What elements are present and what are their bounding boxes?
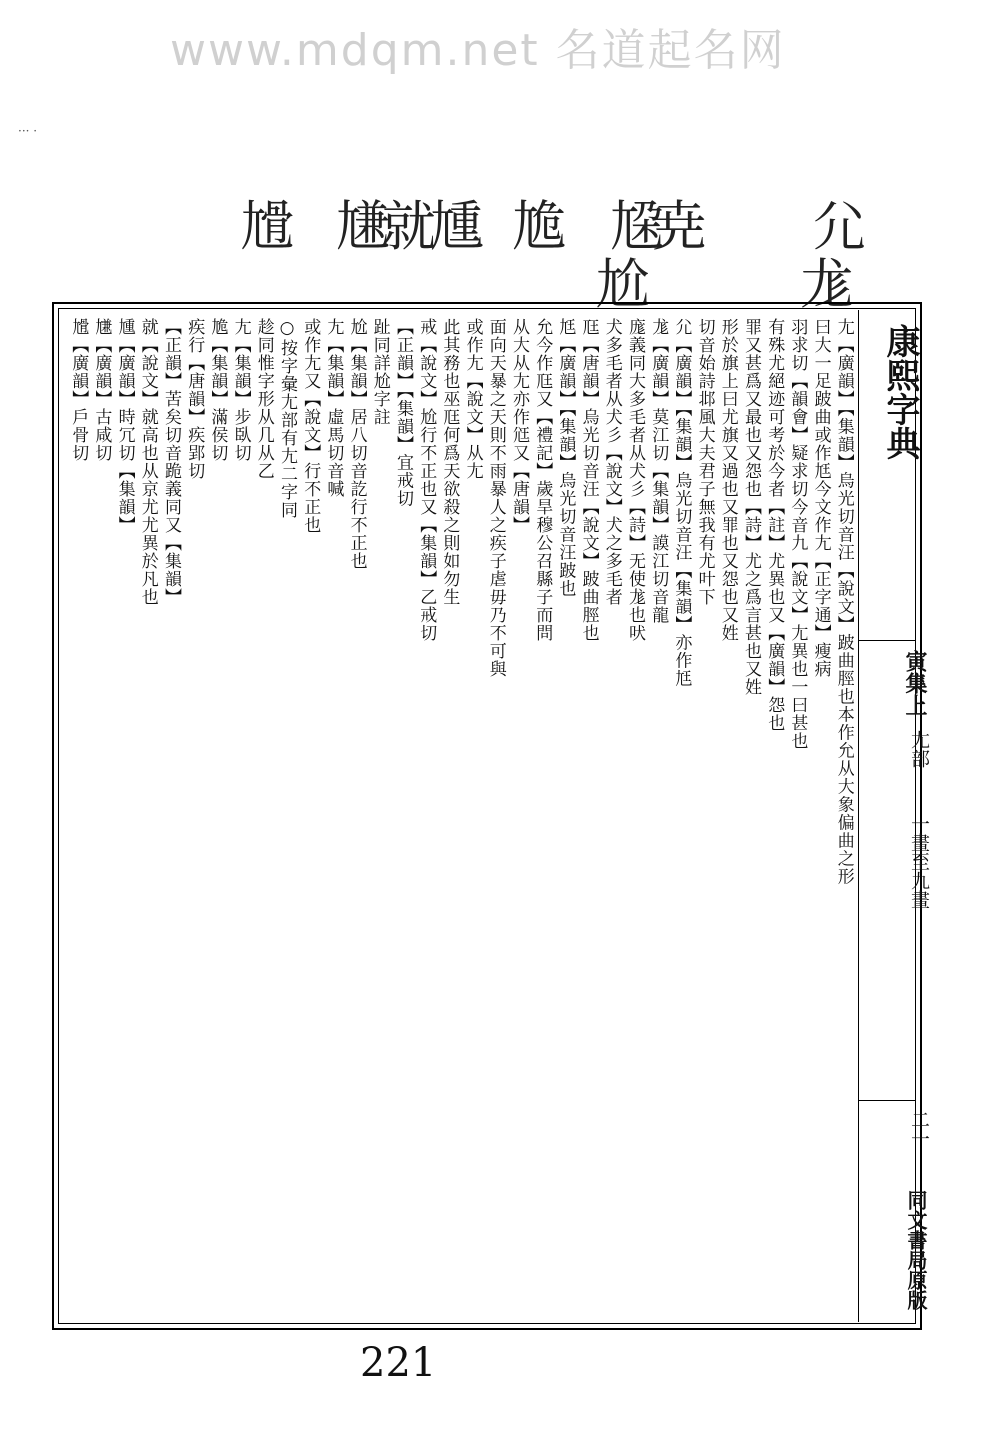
text-column: 就【說文】就高也从京尤尤異於凡也 [137, 318, 158, 606]
text-column: 尪【廣韻】【集韻】烏光切音汪跛也 [555, 318, 576, 598]
text-column: 尳【廣韻】戶骨切 [68, 318, 89, 462]
text-column: 尨【廣韻】莫江切【集韻】謨江切音龍 [648, 318, 669, 624]
seal-char: 尳 [240, 195, 294, 258]
publisher-label: 同文書局原版 [904, 1190, 928, 1310]
text-column: 尣【廣韻】【集韻】烏光切音汪【集韻】亦作尪 [671, 318, 692, 688]
text-column: 犬多毛者从犬彡【說文】犬之多毛者 [601, 318, 622, 606]
seal-script-row [240, 186, 880, 316]
seal-char: 尬 [596, 253, 650, 316]
text-column: 𡯁【集韻】虛馬切音喊 [323, 318, 344, 498]
seal-char: 尭 [652, 195, 706, 258]
text-column: 有殊尤絕迹可考於今者【註】尤異也又【廣韻】怨也 [764, 318, 785, 732]
margin-mark: ··· · [18, 124, 38, 138]
page-number: 221 [360, 1340, 437, 1386]
header-column [858, 310, 930, 1322]
text-column: 戒【說文】尬行不正也又【集韻】乙戒切 [416, 318, 437, 642]
text-column: 罪又甚爲又最也又怨也【詩】尤之爲言甚也又姓 [741, 318, 761, 696]
seal-char: 尨 [800, 253, 854, 316]
header-divider [859, 1100, 915, 1101]
dictionary-title: 康熙字典 [880, 324, 920, 460]
text-column: 尯【集韻】滿侯切 [207, 318, 228, 462]
seal-char: 尯 [512, 195, 566, 258]
text-column: 庬義同大多毛者从犬彡【詩】无使尨也吠 [625, 318, 645, 642]
text-column: 𡯁【集韻】步臥切 [230, 318, 251, 462]
radical-label: 尢部 [908, 730, 930, 768]
text-column: 尬【集韻】居八切音訖行不正也 [346, 318, 367, 570]
text-column: 羽求切【韻會】疑求切今音九【說文】尢異也一曰甚也 [787, 318, 808, 750]
text-column: 尲【廣韻】古咸切 [91, 318, 112, 462]
text-column: 或作𡯁又【說文】行不正也 [300, 318, 321, 534]
text-column: 从大从尢亦作尩又【唐韻】 [509, 318, 529, 534]
text-column: 面向天暴之天則不雨暴人之疾子虐毋乃不可與 [485, 318, 506, 678]
text-column: 【正韻】【集韻】宜戒切 [393, 318, 413, 508]
text-column: 此其務也巫尫何爲天欲殺之則如勿生 [439, 318, 460, 606]
text-column: 疾行【唐韻】疾郢切 [184, 318, 205, 480]
text-column: 尫【唐韻】烏光切音汪【說文】跛曲脛也 [578, 318, 599, 642]
seal-char: 尣 [812, 195, 866, 258]
text-column: 或作𡯁【說文】从尢 [462, 318, 483, 480]
header-divider [859, 640, 915, 641]
seal-char: 尰 [430, 195, 484, 258]
text-column: 尰【廣韻】時冗切【集韻】 [114, 318, 135, 534]
text-column: 趁同惟字形从几从乙 [253, 318, 274, 480]
text-column: 【正韻】苦矣切音跪義同又【集韻】 [161, 318, 181, 606]
seal-char: 尲 [336, 195, 390, 258]
watermark-text: www.mdqm.net 名道起名网 [170, 25, 786, 76]
seal-char: 尮 [610, 195, 664, 258]
text-column: 切音始詩邶風大夫君子無我有尤叶下 [694, 318, 715, 606]
text-column: 曰大一足跛曲或作尪今文作𡯁【正字通】瘦病 [810, 318, 831, 678]
text-column: ○按字彙尢部有𡯁二字同 [277, 318, 297, 519]
page-marker: 二一 [908, 1110, 930, 1148]
text-column: 趾同詳尬字註 [369, 318, 390, 426]
seal-char: 就 [382, 195, 436, 258]
text-column: 允今作尫又【禮記】歲旱穆公召縣子而問 [532, 318, 553, 642]
text-column: 尢【廣韻】【集韻】烏光切音汪【說文】跛曲脛也本作允从大象偏曲之形 [833, 318, 854, 886]
text-column: 形於旗上曰尤旗又過也又罪也又怨也又姓 [717, 318, 738, 642]
dictionary-body [64, 318, 854, 1318]
stroke-range-label: 一畫至九畫 [908, 814, 930, 909]
volume-label: 寅集上 [902, 650, 928, 716]
